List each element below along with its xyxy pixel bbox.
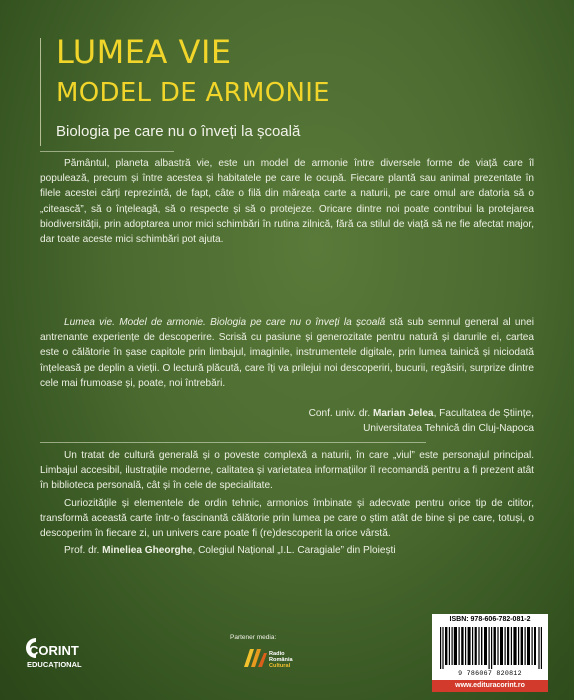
reviewer-2-title: Prof. dr.	[64, 545, 103, 556]
barcode-digits: 9 786067 820812	[458, 670, 522, 677]
publisher-sub: EDUCAȚIONAL	[27, 660, 82, 669]
reviewer-1-affiliation: , Facultatea de Științe,	[433, 408, 534, 419]
media-partner-label: Partener media:	[230, 634, 277, 641]
review-paragraph-3	[40, 448, 534, 494]
reviewer-2-affiliation: , Colegiul Național „I.L. Caragiale” din Ploiești	[192, 545, 396, 556]
barcode	[440, 627, 542, 669]
reviewer-1-university: Universitatea Tehnică din Cluj-Napoca	[363, 423, 534, 435]
svg-text:Radio: Radio	[269, 651, 285, 657]
review-text-4: Curiozitățile și elementele de ordin tehnic, armonios îmbinate și adecvate pentru orice tip de cititor, transformă această carte într-o fascinantă călătorie prin lumea pe care o știm atât de bine și pe care, totuși, o descoperim în fiecare zi, un univers care poate fi (re)descoperit la orice vârstă.	[40, 498, 534, 540]
radio-romania-cultural-logo	[242, 645, 302, 673]
reviewer-2-name: Mineliea Gheorghe	[102, 545, 193, 556]
book-title-line2: MODEL DE ARMONIE	[56, 78, 330, 108]
corint-logo	[26, 636, 106, 672]
description-text-2: stă sub semnul general al unei antrenante experiențe de descoperire. Scrisă cu pasiune și generozitate pentru natură și darurile ei, cartea este o călătorie în șase capitole prin limbajul, imaginile, instrumentele digitale, prin lumea tainică și niciodată înțeleasă pe deplin a vieții. O lectură plăcută, care îți va prilejui noi descoperiri, bucurii, regăsiri, surprize dintre cele mai frumoase și, poate, noi întrebări.	[40, 317, 534, 389]
isbn-text: ISBN: 978-606-782-081-2	[449, 616, 531, 623]
publisher-name: CORINT	[29, 643, 79, 658]
description-paragraph-1	[40, 156, 534, 247]
reviewer-2-signature	[64, 543, 396, 558]
description-text-1: Pământul, planeta albastră vie, este un model de armonie între diversele forme de viață care îl populează, precum și între acestea și habitatele pe care le ocupă. Fiecare plantă sau animal prezentate în filele acestei cărți reprezintă, de fapt, câte o filă din măreața carte a naturii, pe care omul are datoria să o „citească”, să o înțeleagă, să o respecte și să o protejeze. Oricare dintre noi poate contribui la protejarea biodiversității, prin adoptarea unor mici schimbări în rutina zilnică, fără ca stilul de viață să ne fie afectat major, dar toate aceste mici schimbări pot ajuta.	[40, 158, 534, 246]
top-divider	[40, 151, 174, 152]
barcode-panel	[432, 614, 548, 692]
reviewer-1-title: Conf. univ. dr.	[308, 408, 373, 419]
reviewer-1-signature	[309, 406, 534, 436]
middle-divider	[40, 442, 426, 443]
book-title-line1: LUMEA VIE	[56, 33, 232, 71]
svg-text:România: România	[269, 657, 293, 663]
description-paragraph-2	[40, 315, 534, 391]
review-paragraph-4	[40, 496, 534, 542]
svg-text:Cultural: Cultural	[269, 663, 291, 669]
review-text-3: Un tratat de cultură generală și o poveste complexă a naturii, în care „viul” este personajul principal. Limbajul accesibil, ilustrațiile moderne, calitatea și varietatea informațiilor îl recomandă pentru a fi prezent atât în biblioteca personală, cât și în cele de specialitate.	[40, 450, 534, 492]
publisher-website: www.edituracorint.ro	[432, 680, 548, 692]
reviewer-1-name: Marian Jelea	[372, 408, 434, 419]
book-subtitle: Biologia pe care nu o înveți la școală	[56, 123, 301, 140]
title-accent-bar	[40, 38, 41, 146]
book-title-italic: Lumea vie. Model de armonie. Biologia pe care nu o înveți la școală	[64, 317, 386, 328]
